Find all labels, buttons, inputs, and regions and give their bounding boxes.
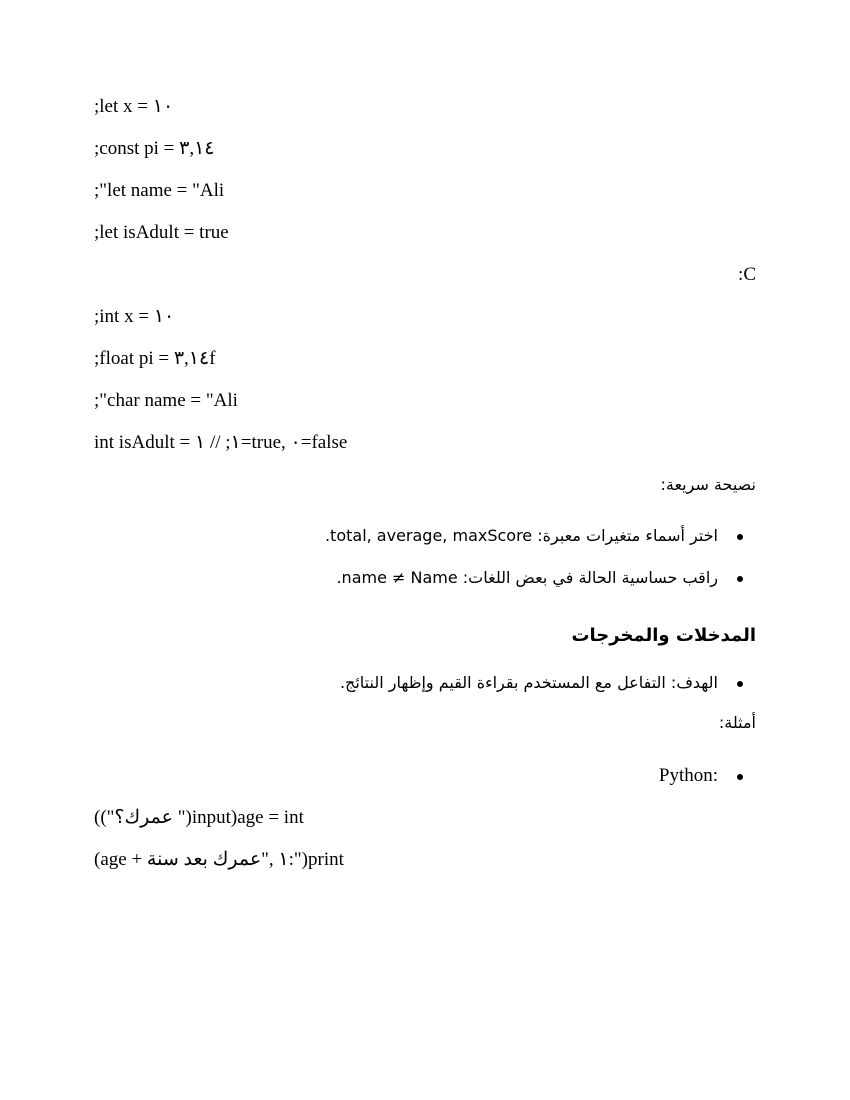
code-line: ;"char name = "Ali [94,390,238,411]
code-line: (age + ١ ,"عمرك بعد سنة:")print [94,849,344,870]
code-line: ;int x = ١٠ [94,306,175,327]
code-line: int isAdult = ١; // ١=true, ٠=false [94,432,348,453]
bullet-icon [737,774,743,780]
code-line: ;let isAdult = true [94,222,229,243]
bullet-icon [737,534,743,540]
bullet-icon [737,681,743,687]
bullet-icon [737,576,743,582]
tip-title: نصيحة سريعة: [660,475,756,494]
language-label-c: :C [738,264,756,285]
list-item: اختر أسماء متغيرات معبرة: total, average, maxScore. [324,526,718,545]
code-line: (("عمرك؟ ")input)age = int [94,807,304,828]
code-line: ;"let name = "Ali [94,180,225,201]
section-heading: المدخلات والمخرجات [571,625,756,646]
code-line: ;const pi = ٣,١٤ [94,138,215,159]
list-item: الهدف: التفاعل مع المستخدم بقراءة القيم وإظهار النتائج. [339,673,718,692]
list-item-python: Python: [658,765,718,786]
code-line: ;float pi = ٣,١٤f [94,348,216,369]
code-line: ;let x = ١٠ [94,96,174,117]
examples-label: أمثلة: [718,713,756,732]
list-item: راقب حساسية الحالة في بعض اللغات: name ≠ Name. [336,568,718,587]
